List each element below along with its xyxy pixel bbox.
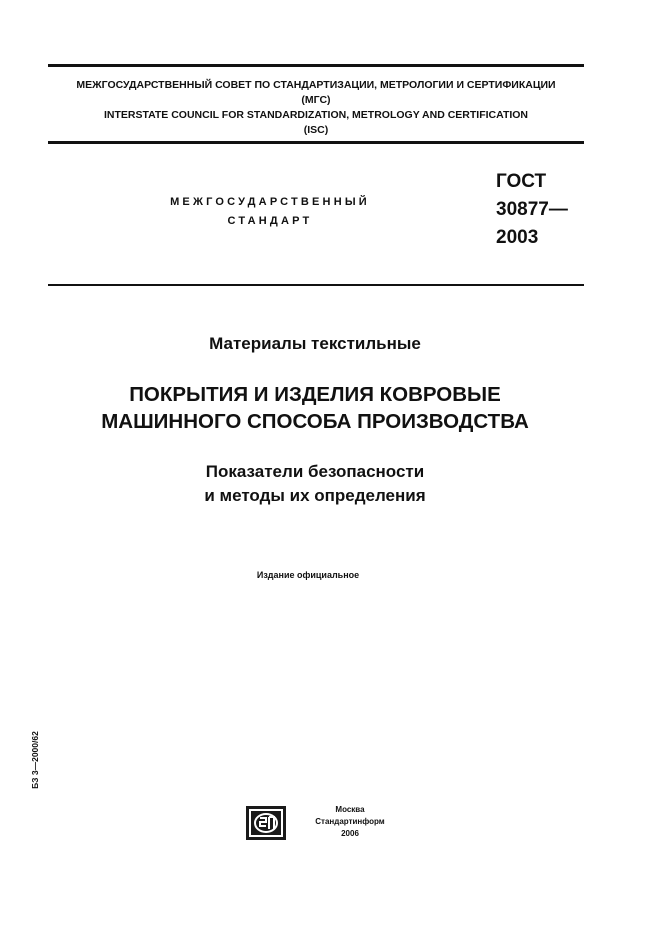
council-name-ru: МЕЖГОСУДАРСТВЕННЫЙ СОВЕТ ПО СТАНДАРТИЗАЦИИ, МЕТРОЛОГИИ И СЕРТИФИКАЦИИ: [76, 79, 556, 91]
document-subtitle-scope: [0, 460, 630, 508]
council-abbr-ru: (МГС): [301, 94, 331, 106]
bottom-rule: [48, 284, 584, 286]
document-title-line1: ПОКРЫТИЯ И ИЗДЕЛИЯ КОВРОВЫЕ: [129, 383, 501, 406]
side-code-text: БЗ 3—2000/62: [30, 731, 40, 789]
gost-year: 2003: [496, 227, 539, 248]
standard-type-line1: МЕЖГОСУДАРСТВЕННЫЙ: [170, 196, 370, 208]
standard-type-line2: СТАНДАРТ: [227, 215, 313, 227]
publisher-name: Стандартинформ: [315, 817, 385, 826]
gost-designation: [496, 168, 568, 252]
standartinform-logo-icon: [246, 806, 286, 840]
document-subtitle-scope-line2: и методы их определения: [204, 486, 426, 505]
publisher-year: 2006: [341, 829, 359, 838]
gost-number: 30877—: [496, 199, 568, 220]
document-title-line2: МАШИННОГО СПОСОБА ПРОИЗВОДСТВА: [101, 410, 529, 433]
document-subtitle-scope-line1: Показатели безопасности: [205, 462, 425, 481]
gost-prefix: ГОСТ: [496, 171, 547, 192]
council-name-en: INTERSTATE COUNCIL FOR STANDARDIZATION, METROLOGY AND CERTIFICATION: [103, 109, 529, 121]
top-rule: [48, 64, 584, 67]
edition-note: Издание официальное: [256, 570, 360, 580]
document-title: [0, 381, 630, 435]
council-abbr-en: (ISC): [303, 124, 329, 136]
standard-type-label: [120, 193, 420, 231]
council-header: [48, 78, 584, 138]
publisher-city: Москва: [335, 805, 365, 814]
publisher-block: [300, 804, 400, 840]
document-subtitle-material: Материалы текстильные: [209, 334, 421, 353]
middle-rule: [48, 141, 584, 144]
